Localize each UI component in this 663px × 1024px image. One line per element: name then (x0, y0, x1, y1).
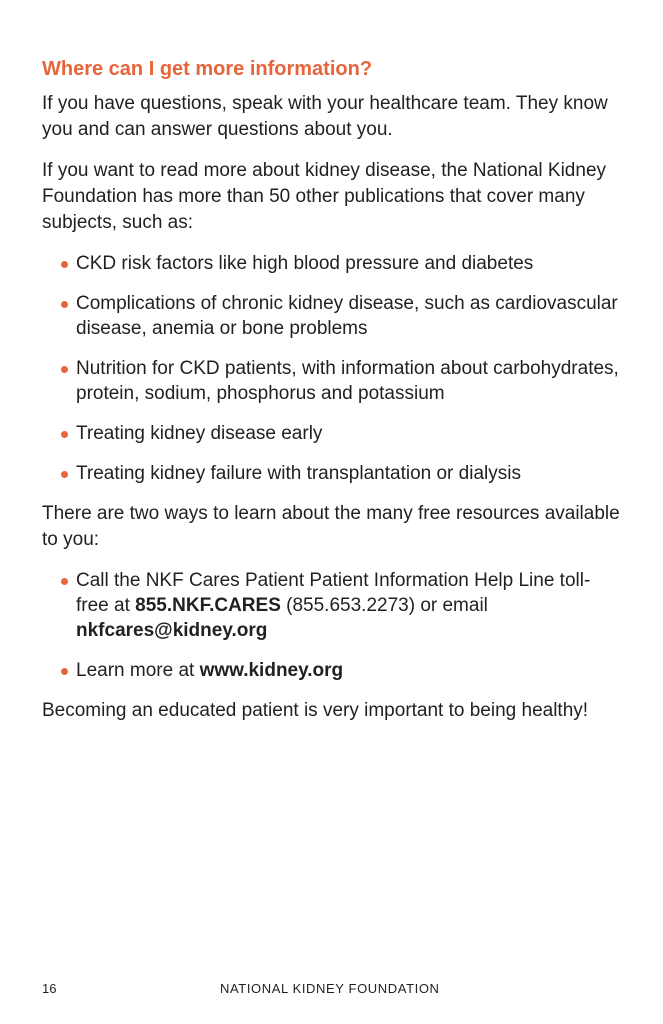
closing-paragraph: Becoming an educated patient is very important to being healthy! (42, 700, 589, 721)
topic-text: CKD risk factors like high blood pressure and diabetes (76, 253, 534, 274)
bullet-icon (61, 471, 68, 478)
list-item (61, 356, 622, 406)
list-item (61, 251, 622, 276)
helpline-number: 855.NKF.CARES (135, 595, 281, 616)
list-item (61, 421, 622, 446)
bullet-icon (61, 578, 68, 585)
bullet-icon (61, 668, 68, 675)
topic-text: Nutrition for CKD patients, with information about carbohydrates, protein, sodium, phosphorus and potassium (76, 358, 619, 404)
helpline-prefix: Call the NKF Cares Patient Patient Information Help Line toll-free at (76, 570, 591, 616)
section-heading: Where can I get more information? (42, 58, 373, 80)
resources-paragraph: There are two ways to learn about the many free resources available to you: (42, 503, 620, 550)
bullet-icon (61, 261, 68, 268)
intro-paragraph: If you have questions, speak with your healthcare team. They know you and can answer questions about you. (42, 93, 608, 140)
page-content (42, 56, 622, 739)
page-number: 16 (42, 981, 57, 996)
publications-paragraph: If you want to read more about kidney disease, the National Kidney Foundation has more than 50 other publications that cover many subjects, such as: (42, 160, 607, 233)
topic-text: Treating kidney disease early (76, 423, 323, 444)
learn-prefix: Learn more at (76, 660, 200, 681)
list-item (61, 461, 622, 486)
footer-organization: NATIONAL KIDNEY FOUNDATION (220, 981, 440, 996)
topic-text: Complications of chronic kidney disease, such as cardiovascular disease, anemia or bone problems (76, 293, 618, 339)
list-item (61, 658, 622, 683)
topics-list (42, 251, 622, 486)
list-item (61, 568, 622, 643)
website-link[interactable]: www.kidney.org (199, 660, 344, 681)
bullet-icon (61, 431, 68, 438)
email-link[interactable]: nkfcares@kidney.org (76, 620, 268, 641)
resources-list (42, 568, 622, 683)
list-item (61, 291, 622, 341)
topic-text: Treating kidney failure with transplantation or dialysis (76, 463, 521, 484)
bullet-icon (61, 301, 68, 308)
bullet-icon (61, 366, 68, 373)
helpline-digits: (855.653.2273) or email (280, 595, 488, 616)
